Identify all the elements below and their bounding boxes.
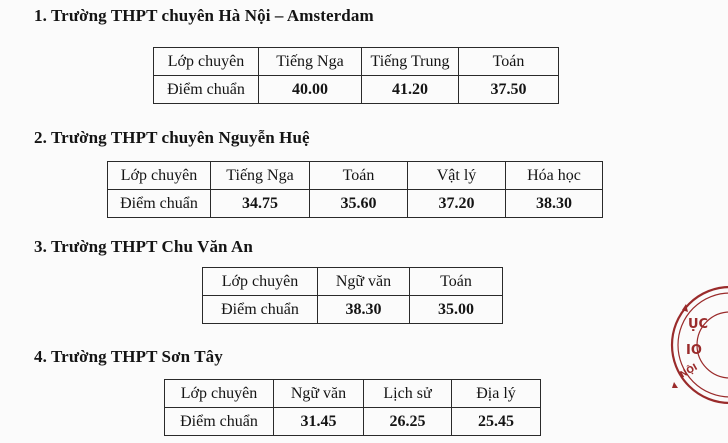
score-cell: 34.75 (211, 190, 310, 218)
svg-text:IO: IO (686, 343, 702, 358)
table-row (154, 76, 559, 104)
section-4-title: 4. Trường THPT Sơn Tây (34, 347, 223, 366)
subject-cell: Tiếng Nga (259, 48, 362, 76)
table-row (108, 162, 603, 190)
table-row (203, 296, 503, 324)
subject-cell: Địa lý (452, 380, 541, 408)
section-3-title: 3. Trường THPT Chu Văn An (34, 237, 253, 256)
section-2-title: 2. Trường THPT chuyên Nguyễn Huệ (34, 128, 310, 147)
score-cell: 35.60 (310, 190, 408, 218)
row-label-class: Lớp chuyên (154, 48, 259, 76)
row-label-class: Lớp chuyên (108, 162, 211, 190)
section-3-table (202, 267, 503, 324)
subject-cell: Vật lý (408, 162, 506, 190)
subject-cell: Tiếng Nga (211, 162, 310, 190)
section-2-table (107, 161, 603, 218)
section-1-table (153, 47, 559, 104)
section-4-table (164, 379, 541, 436)
row-label-score: Điểm chuẩn (165, 408, 274, 436)
subject-cell: Toán (310, 162, 408, 190)
subject-cell: Toán (410, 268, 503, 296)
svg-text:NỘI: NỘI (678, 362, 700, 381)
score-cell: 37.50 (459, 76, 559, 104)
row-label-class: Lớp chuyên (165, 380, 274, 408)
score-cell: 35.00 (410, 296, 503, 324)
table-row (108, 190, 603, 218)
subject-cell: Toán (459, 48, 559, 76)
subject-cell: Ngữ văn (318, 268, 410, 296)
row-label-score: Điểm chuẩn (203, 296, 318, 324)
svg-text:ỤC: ỤC (688, 317, 709, 332)
score-cell: 38.30 (318, 296, 410, 324)
subject-cell: Hóa học (506, 162, 603, 190)
row-label-score: Điểm chuẩn (154, 76, 259, 104)
score-cell: 25.45 (452, 408, 541, 436)
table-row (165, 380, 541, 408)
row-label-score: Điểm chuẩn (108, 190, 211, 218)
subject-cell: Ngữ văn (274, 380, 364, 408)
subject-cell: Tiếng Trung (362, 48, 459, 76)
table-row (154, 48, 559, 76)
section-1-title: 1. Trường THPT chuyên Hà Nội – Amsterdam (34, 6, 374, 25)
score-cell: 40.00 (259, 76, 362, 104)
score-cell: 41.20 (362, 76, 459, 104)
seal-stamp (668, 270, 728, 420)
score-cell: 31.45 (274, 408, 364, 436)
subject-cell: Lịch sử (364, 380, 452, 408)
table-row (165, 408, 541, 436)
row-label-class: Lớp chuyên (203, 268, 318, 296)
score-cell: 38.30 (506, 190, 603, 218)
score-cell: 26.25 (364, 408, 452, 436)
score-cell: 37.20 (408, 190, 506, 218)
table-row (203, 268, 503, 296)
